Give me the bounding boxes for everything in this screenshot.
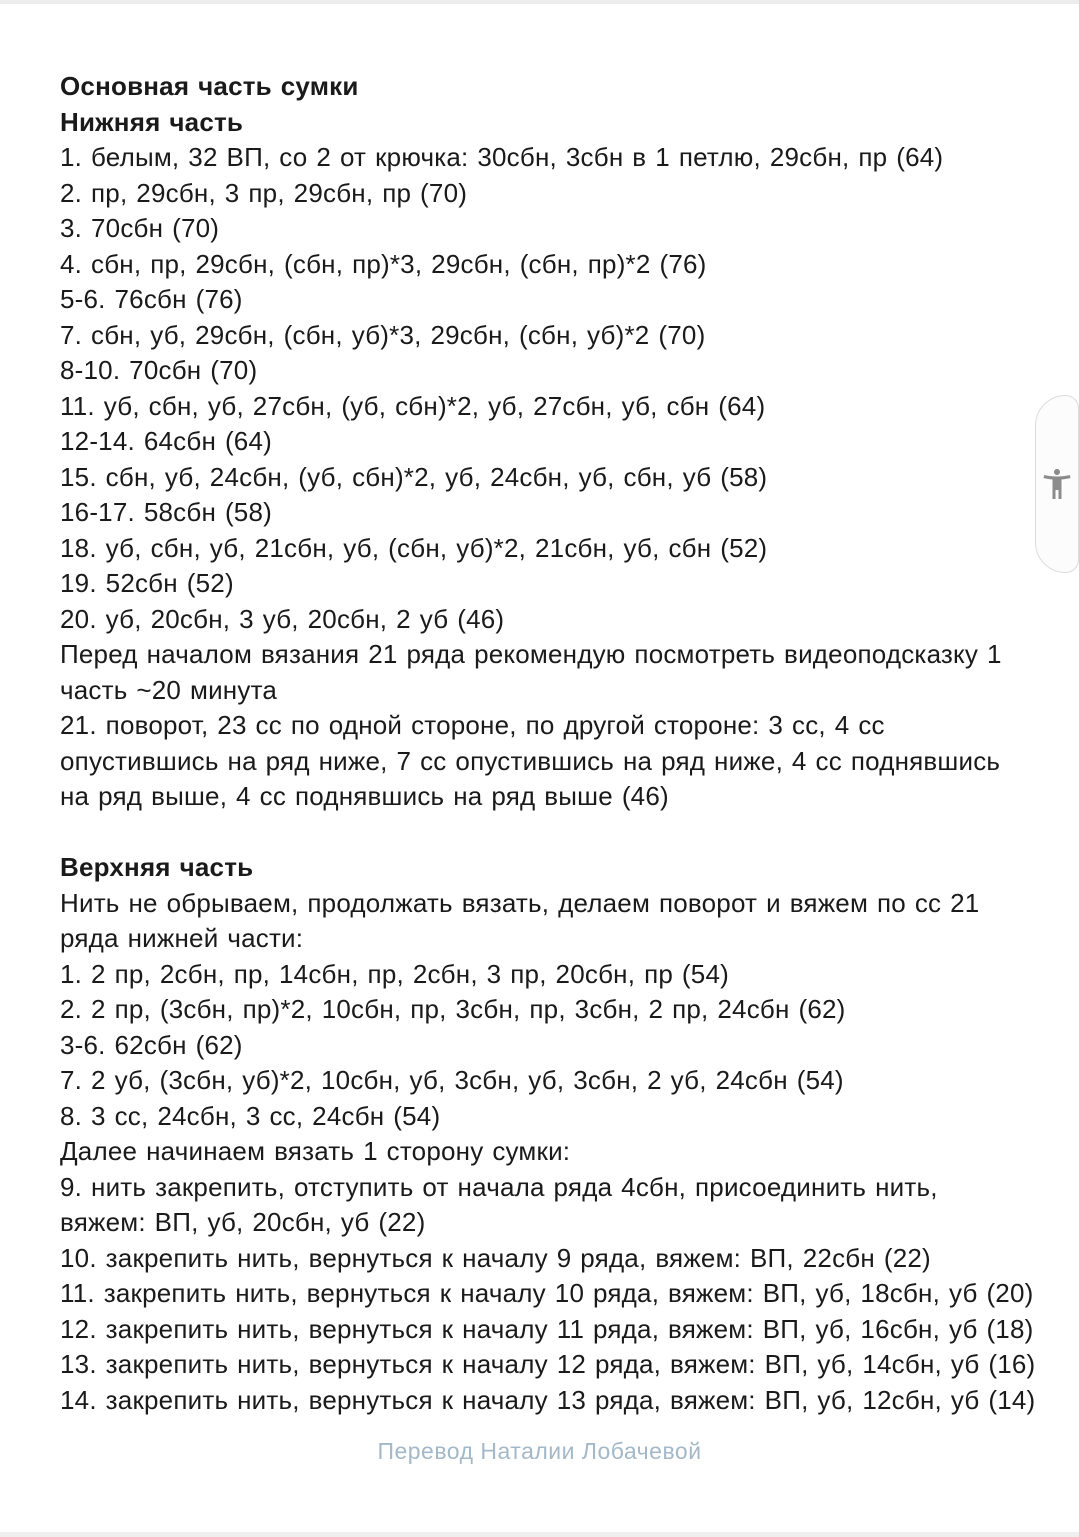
text-line: 18. уб, сбн, уб, 21сбн, уб, (сбн, уб)*2, 21сбн, уб, сбн (52) [60,532,768,563]
text-line: 21. поворот, 23 сс по одной стороне, по другой стороне: 3 сс, 4 сс [60,710,885,740]
text-line: 2. пр, 29сбн, 3 пр, 29сбн, пр (70) [60,177,468,208]
text-line: вяжем: ВП, уб, 20сбн, уб (22) [60,1207,426,1237]
text-line: ряда нижней части: [60,923,304,953]
text-line: 12-14. 64сбн (64) [60,426,272,456]
text-line: 7. 2 уб, (3сбн, уб)*2, 10сбн, уб, 3сбн, уб, 3сбн, 2 уб, 24сбн (54) [60,1065,844,1095]
text-line: 16-17. 58сбн (58) [60,497,272,527]
text-line: 10. закрепить нить, вернуться к началу 9 ряда, вяжем: ВП, 22сбн (22) [60,1242,931,1273]
text-line: опустившись на ряд ниже, 7 сс опустившись на ряд ниже, 4 сс поднявшись [60,745,1001,776]
text-line: 3-6. 62сбн (62) [60,1029,243,1060]
text-line: 4. сбн, пр, 29сбн, (сбн, пр)*3, 29сбн, (сбн, пр)*2 (76) [60,248,707,279]
accessibility-tab[interactable] [1035,395,1079,573]
text-line: часть ~20 минута [60,674,278,705]
text-line: на ряд выше, 4 сс поднявшись на ряд выше (46) [60,781,669,811]
text-line: 20. уб, 20сбн, 3 уб, 20сбн, 2 уб (46) [60,603,505,634]
blank-line [60,815,1050,851]
bottom-edge-strip [0,1532,1079,1537]
pattern-lines [60,69,1050,1418]
translation-credit: Перевод Наталии Лобачевой [377,1438,702,1464]
text-line: 11. уб, сбн, уб, 27сбн, (уб, сбн)*2, уб, 27сбн, уб, сбн (64) [60,390,766,421]
text-line: 5-6. 76сбн (76) [60,284,243,314]
text-line: 8-10. 70сбн (70) [60,355,258,385]
text-line: 8. 3 сс, 24сбн, 3 сс, 24сбн (54) [60,1100,441,1131]
text-line: Далее начинаем вязать 1 сторону сумки: [60,1136,571,1166]
text-line: Перед началом вязания 21 ряда рекомендую посмотреть видеоподсказку 1 [60,639,1002,669]
text-line: Нить не обрываем, продолжать вязать, делаем поворот и вяжем по сс 21 [60,887,980,918]
text-line: 12. закрепить нить, вернуться к началу 11 ряда, вяжем: ВП, уб, 16сбн, уб (18) [60,1313,1034,1344]
text-line: 13. закрепить нить, вернуться к началу 12 ряда, вяжем: ВП, уб, 14сбн, уб (16) [60,1349,1036,1379]
text-line: 9. нить закрепить, отступить от начала ряда 4сбн, присоединить нить, [60,1171,938,1202]
text-line: 2. 2 пр, (3сбн, пр)*2, 10сбн, пр, 3сбн, пр, 3сбн, 2 пр, 24сбн (62) [60,994,846,1024]
text-line: Верхняя часть [60,852,254,882]
text-line: 11. закрепить нить, вернуться к началу 10 ряда, вяжем: ВП, уб, 18сбн, уб (20) [60,1278,1034,1308]
text-line: 14. закрепить нить, вернуться к началу 13 ряда, вяжем: ВП, уб, 12сбн, уб (14) [60,1384,1036,1415]
text-line: 1. белым, 32 ВП, со 2 от крючка: 30сбн, 3сбн в 1 петлю, 29сбн, пр (64) [60,142,944,172]
text-line: Основная часть сумки [60,71,359,101]
top-edge-strip [0,0,1079,4]
text-line: 7. сбн, уб, 29сбн, (сбн, уб)*3, 29сбн, (сбн, уб)*2 (70) [60,319,706,350]
text-line: 3. 70сбн (70) [60,213,220,243]
text-line: 19. 52сбн (52) [60,568,234,598]
text-line: 1. 2 пр, 2сбн, пр, 14сбн, пр, 2сбн, 3 пр, 20сбн, пр (54) [60,958,729,989]
text-line: 15. сбн, уб, 24сбн, (уб, сбн)*2, уб, 24сбн, уб, сбн, уб (58) [60,461,768,492]
accessibility-person-icon [1039,463,1075,505]
text-line: Нижняя часть [60,106,244,137]
